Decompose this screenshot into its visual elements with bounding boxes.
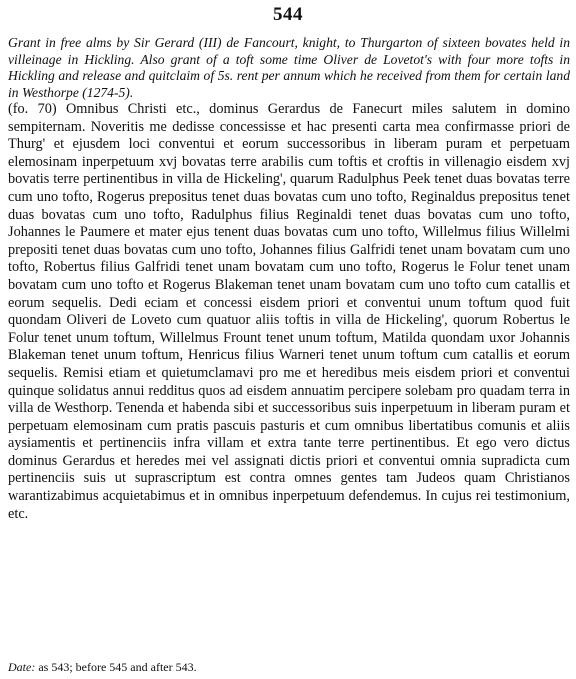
date-note [8,660,570,674]
page-number: 544 [273,4,303,25]
charter-summary: Grant in free alms by Sir Gerard (III) de Fancourt, knight, to Thurgarton of sixteen bovates held in villeinage in Hickling. Also grant of a toft some time Oliver de Lovetot's with four more tofts in Hickling and release and quitclaim of 5s. rent per annum which he received from them for certain land in Westhorpe (1274-5). [8,35,570,100]
charter-text: (fo. 70) Omnibus Christi etc., dominus Gerardus de Fanecurt miles salutem in domino sempiternam. Noveritis me dedisse concessisse et hac presenti carta mea confirmasse priori de Thurg' et ejusdem loci conventui et eorum successoribus in liberam puram et perpetuam elemosinam inperpetuum xvj bovatas terre arabilis cum toftis et croftis in villenagio eisdem xvj bovatis terre pertinentibus in villa de Hickeling', quarum Radulphus Peek tenet duas bovatas terre cum uno tofto, Rogerus prepositus tenet duas bovatas cum uno tofto, Reginaldus prepositus tenet duas bovatas cum uno tofto, Radulphus filius Reginaldi tenet duas bovatas cum uno tofto, Johannes le Paumere et mater ejus tenent duas bovatas cum uno tofto, Willelmus filius Willelmi prepositi tenet duas bovatas cum uno tofto, Johannes filius Galfridi tenet unam bovatam cum uno tofto, Robertus filius Galfridi tenet unam bovatam cum uno tofto, Rogerus le Folur tenet unam bovatam cum uno tofto et Rogerus Blakeman tenet unam bovatam cum uno tofto cum catallis et eorum sequelis. Dedi eciam et concessi eisdem priori et conventui unum toftum quod fuit quondam Oliveri de Loveto cum quatuor aliis toftis in villa de Hickeling', quorum Robertus le Folur tenet unum toftum, Willelmus Frount tenet unum toftum, Matilda quondam uxor Johannis Blakeman tenet unum toftum, Henricus filius Warneri tenet unum toftum cum catallis et eorum sequelis. Remisi etiam et quietumclamavi pro me et heredibus meis eisdem priori et conventui quinque solidatus annui redditus quos ad eisdem annuatim percipere solebam pro quadam terra in villa de Westhorp. Tenenda et habenda sibi et successoribus suis inperpetuum in liberam puram et perpetuam elemosinam cum pratis pascuis pasturis et cum omnibus libertatibus comunis et aliis aysiamentis et pertinenciis infra villam et extra tante terre pertinentibus. Et ego vero dictus dominus Gerardus et heredes mei vel assignati dictis priori et conventui omnia supradicta cum pertinenciis suis ut suprascriptum est contra omnes gentes tam Judeos quam Christianos warantizabimus acquietabimus et in omnibus inperpetuum defendemus. In cujus rei testimonium, etc. [8,101,570,522]
date-label: Date: [8,660,36,674]
date-text: as 543; before 545 and after 543. [35,660,197,674]
